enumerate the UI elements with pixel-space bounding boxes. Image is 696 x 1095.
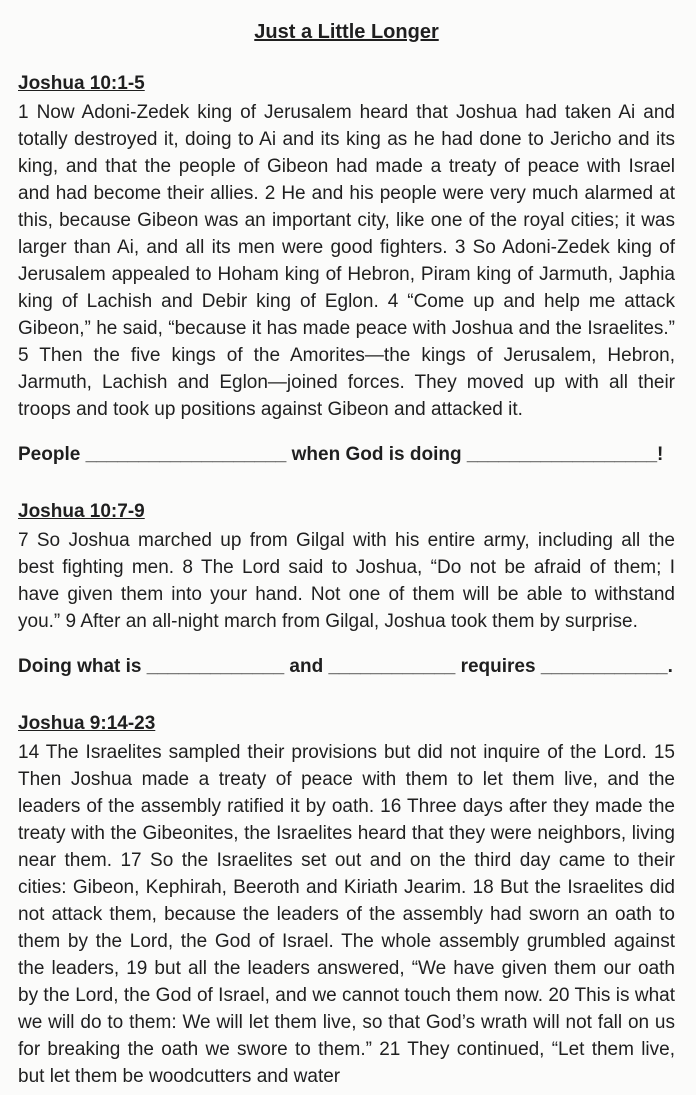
section-joshua-10-7-9 (18, 498, 675, 680)
section-joshua-9-14-23 (18, 710, 675, 1090)
page-title: Just a Little Longer (254, 21, 439, 43)
passage-reference: Joshua 9:14-23 (18, 713, 156, 734)
passage-reference: Joshua 10:1-5 (18, 73, 145, 94)
passage-text: 1 Now Adoni-Zedek king of Jerusalem heard that Joshua had taken Ai and totally destroyed it, doing to Ai and its king as he had done to Jericho and its king, and that the people of Gibeon had made a treaty of peace with Israel and had become their allies. 2 He and his people were very much alarmed at this, because Gibeon was an important city, like one of the royal cities; it was larger than Ai, and all its men were good fighters. 3 So Adoni-Zedek king of Jerusalem appealed to Hoham king of Hebron, Piram king of Jarmuth, Japhia king of Lachish and Debir king of Eglon. 4 “Come up and help me attack Gibeon,” he said, “because it has made peace with Joshua and the Israelites.” 5 Then the five kings of the Amorites—the kings of Jerusalem, Hebron, Jarmuth, Lachish and Eglon—joined forces. They moved up with all their troops and took up positions against Gibeon and attacked it. (18, 102, 675, 420)
passage-text: 14 The Israelites sampled their provisions but did not inquire of the Lord. 15 Then Joshua made a treaty of peace with them to let them live, and the leaders of the assembly ratified it by oath. 16 Three days after they made the treaty with the Gibeonites, the Israelites heard that they were neighbors, living near them. 17 So the Israelites set out and on the third day came to their cities: Gibeon, Kephirah, Beeroth and Kiriath Jearim. 18 But the Israelites did not attack them, because the leaders of the assembly had sworn an oath to them by the Lord, the God of Israel. The whole assembly grumbled against the leaders, 19 but all the leaders answered, “We have given them our oath by the Lord, the God of Israel, and we cannot touch them now. 20 This is what we will do to them: We will let them live, so that God’s wrath will not fall on us for breaking the oath we swore to them.” 21 They continued, “Let them live, but let them be woodcutters and water (18, 742, 675, 1087)
fill-in-blank-line: Doing what is _____________ and ____________ requires ____________. (18, 656, 673, 677)
fill-in-blank-line: People ___________________ when God is doing __________________! (18, 444, 664, 465)
passage-text: 7 So Joshua marched up from Gilgal with his entire army, including all the best fighting men. 8 The Lord said to Joshua, “Do not be afraid of them; I have given them into your hand. Not one of them will be able to withstand you.” 9 After an all-night march from Gilgal, Joshua took them by surprise. (18, 530, 675, 632)
section-joshua-10-1-5 (18, 70, 675, 468)
passage-reference: Joshua 10:7-9 (18, 501, 145, 522)
